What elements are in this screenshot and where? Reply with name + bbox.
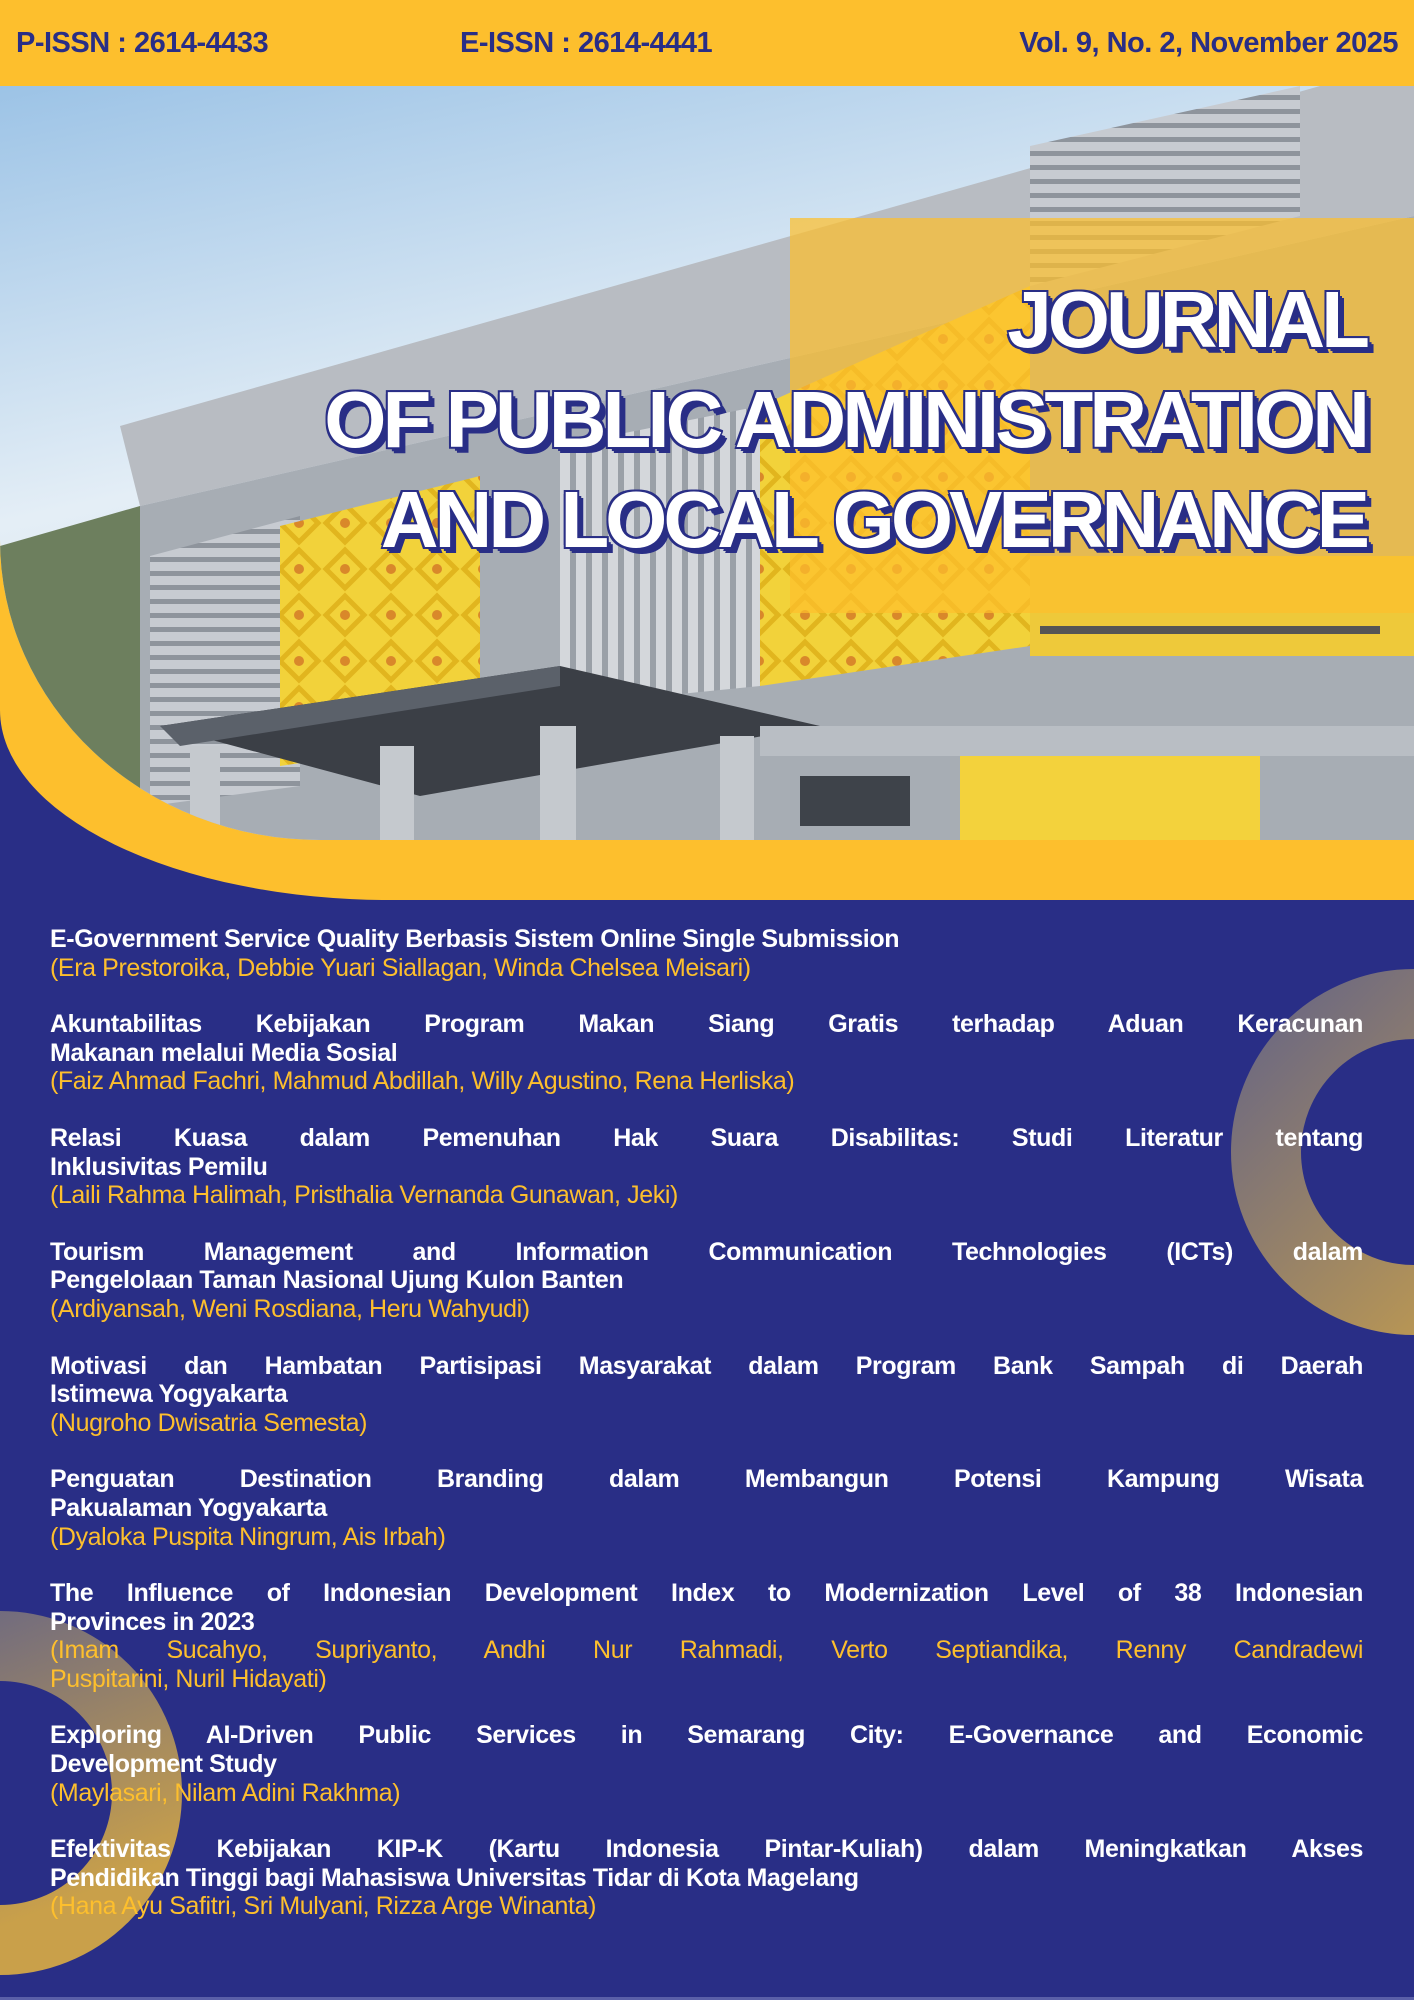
article-title: Tourism Management and Information Communication Technologies (ICTs) dalam [50,1237,1363,1266]
article-authors: (Imam Sucahyo, Supriyanto, Andhi Nur Rahmadi, Verto Septiandika, Renny Candradewi [50,1636,1363,1665]
article-entry[interactable] [50,1721,1363,1807]
article-title: Provinces in 2023 [50,1607,255,1636]
article-title: Motivasi dan Hambatan Partisipasi Masyarakat dalam Program Bank Sampah di Daerah [50,1351,1363,1380]
article-title: Pendidikan Tinggi bagi Mahasiswa Universitas Tidar di Kota Magelang [50,1863,859,1892]
article-title: Istimewa Yogyakarta [50,1380,288,1409]
article-title: Relasi Kuasa dalam Pemenuhan Hak Suara Disabilitas: Studi Literatur tentang [50,1123,1363,1152]
article-entry[interactable] [50,1465,1363,1551]
article-entry[interactable] [50,1352,1363,1438]
article-title: Makanan melalui Media Sosial [50,1038,398,1067]
article-title: Efektivitas Kebijakan KIP-K (Kartu Indonesia Pintar-Kuliah) dalam Meningkatkan Akses [50,1835,1363,1864]
article-authors: (Faiz Ahmad Fachri, Mahmud Abdillah, Willy Agustino, Rena Herliska) [50,1067,795,1096]
e-issn: E-ISSN : 2614-4441 [460,27,713,59]
article-title: Development Study [50,1750,277,1779]
article-authors: (Nugroho Dwisatria Semesta) [50,1408,368,1437]
article-entry[interactable] [50,1579,1363,1693]
article-title: E-Government Service Quality Berbasis Sistem Online Single Submission [50,925,900,953]
article-title: Akuntabilitas Kebijakan Program Makan Siang Gratis terhadap Aduan Keracunan [50,1010,1363,1039]
article-title: The Influence of Indonesian Development Index to Modernization Level of 38 Indonesian [50,1579,1363,1608]
article-authors: (Laili Rahma Halimah, Pristhalia Vernanda Gunawan, Jeki) [50,1181,678,1210]
volume-issue: Vol. 9, No. 2, November 2025 [1019,27,1398,59]
table-of-contents [50,925,1363,1949]
article-title: Pengelolaan Taman Nasional Ujung Kulon Banten [50,1266,624,1295]
article-authors: (Era Prestoroika, Debbie Yuari Siallagan, Winda Chelsea Meisari) [50,953,751,982]
article-authors: Puspitarini, Nuril Hidayati) [50,1664,327,1693]
article-title: Pakualaman Yogyakarta [50,1493,327,1522]
article-authors: (Ardiyansah, Weni Rosdiana, Heru Wahyudi) [50,1294,530,1323]
article-entry[interactable] [50,925,1363,982]
article-entry[interactable] [50,1835,1363,1921]
article-title: Inklusivitas Pemilu [50,1152,268,1181]
p-issn: P-ISSN : 2614-4433 [16,27,269,59]
article-title: Penguatan Destination Branding dalam Membangun Potensi Kampung Wisata [50,1465,1363,1494]
journal-title-line: AND LOCAL GOVERNANCE [380,475,1366,564]
journal-title-line: JOURNAL [1007,275,1366,364]
journal-title [324,270,1366,570]
journal-title-line: OF PUBLIC ADMINISTRATION [324,375,1366,464]
article-authors: (Maylasari, Nilam Adini Rakhma) [50,1778,401,1807]
article-title: Exploring AI-Driven Public Services in Semarang City: E-Governance and Economic [50,1721,1363,1750]
article-entry[interactable] [50,1238,1363,1324]
issn-header-bar [0,0,1414,86]
article-entry[interactable] [50,1010,1363,1096]
article-authors: (Dyaloka Puspita Ningrum, Ais Irbah) [50,1522,446,1551]
article-authors: (Hana Ayu Safitri, Sri Mulyani, Rizza Arge Winanta) [50,1892,597,1921]
article-entry[interactable] [50,1124,1363,1210]
